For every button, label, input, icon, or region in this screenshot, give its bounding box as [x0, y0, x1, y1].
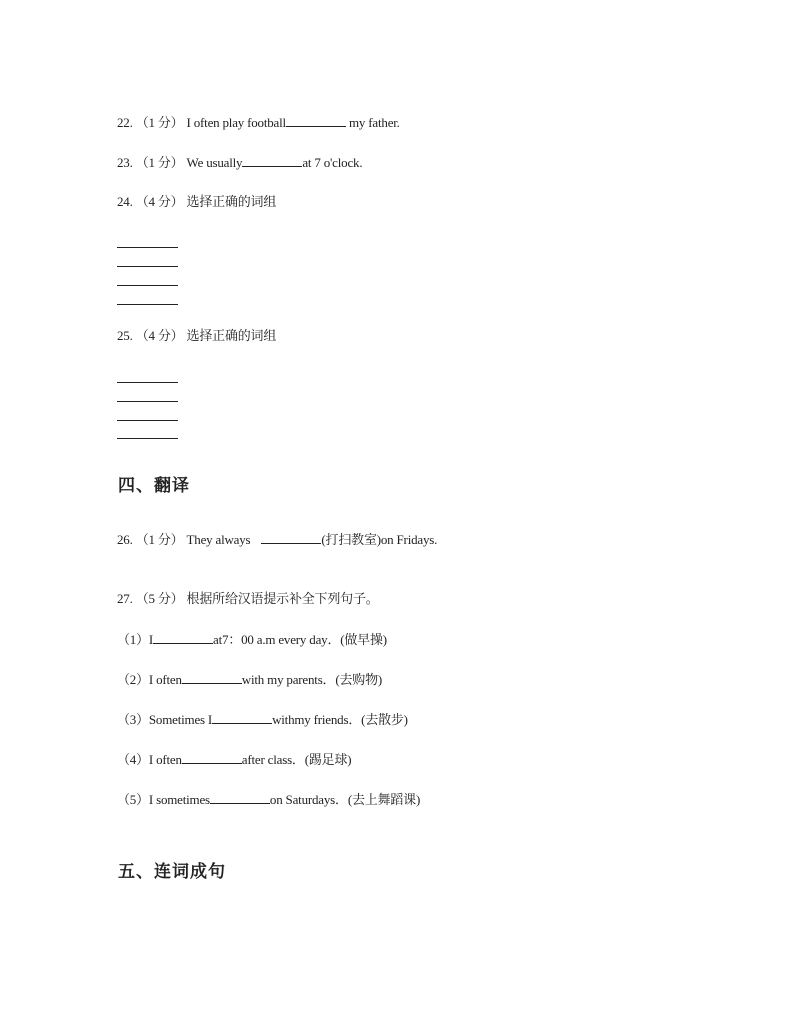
sub-question-label: （1）	[117, 632, 149, 647]
sub-question-4	[117, 751, 351, 768]
question-26	[117, 531, 437, 548]
question-number: 27.	[117, 591, 133, 606]
answer-line[interactable]	[117, 304, 178, 305]
sub-question-text-after: after class．(踢足球)	[241, 752, 352, 767]
question-24	[117, 194, 276, 210]
answer-blank[interactable]	[182, 671, 242, 684]
answer-blank[interactable]	[261, 531, 321, 544]
question-text: 根据所给汉语提示补全下列句子。	[186, 591, 379, 606]
answer-line[interactable]	[117, 401, 178, 402]
answer-blank[interactable]	[182, 751, 242, 764]
question-score: （1 分）	[135, 532, 184, 547]
question-score: （4 分）	[135, 328, 184, 343]
sub-question-1	[117, 631, 387, 648]
sub-question-text-before: I sometimes	[148, 792, 210, 807]
question-number: 26.	[117, 532, 133, 547]
answer-blank[interactable]	[212, 711, 272, 724]
question-text-after: my father.	[345, 115, 400, 130]
sub-question-2	[117, 671, 382, 688]
question-text-after: at 7 o'clock.	[302, 155, 363, 170]
question-text-before: We usually	[186, 155, 243, 170]
sub-question-text-after: with my parents．(去购物)	[241, 672, 383, 687]
sub-question-text-before: I often	[148, 752, 182, 767]
answer-blank[interactable]	[153, 631, 213, 644]
sub-question-text-before: I often	[148, 672, 182, 687]
question-score: （1 分）	[135, 155, 184, 170]
question-23	[117, 154, 362, 171]
question-27	[117, 591, 379, 607]
answer-line[interactable]	[117, 382, 178, 383]
answer-blank[interactable]	[210, 791, 270, 804]
answer-line[interactable]	[117, 247, 178, 248]
question-text: 选择正确的词组	[186, 194, 277, 209]
question-score: （5 分）	[135, 591, 184, 606]
answer-line[interactable]	[117, 438, 178, 439]
sub-question-text-after: on Saturdays．(去上舞蹈课)	[269, 792, 421, 807]
question-text: 选择正确的词组	[186, 328, 277, 343]
question-text-before: I often play football	[186, 115, 286, 130]
sub-question-5	[117, 791, 420, 808]
sub-question-label: （5）	[117, 792, 149, 807]
answer-line[interactable]	[117, 266, 178, 267]
answer-blank[interactable]	[286, 114, 346, 127]
answer-blank[interactable]	[242, 154, 302, 167]
sub-question-3	[117, 711, 408, 728]
question-text-before: They always	[186, 532, 251, 547]
sub-question-label: （4）	[117, 752, 149, 767]
sub-question-text-before: Sometimes I	[148, 712, 213, 727]
sub-question-text-before: I	[148, 632, 154, 647]
sub-question-text-after: withmy friends．(去散步)	[272, 712, 408, 727]
section-title-translation: 四、翻译	[118, 476, 190, 496]
sub-question-text-after: at7：00 a.m every day．(做早操)	[213, 632, 387, 647]
question-score: （1 分）	[135, 115, 184, 130]
answer-line[interactable]	[117, 420, 178, 421]
question-number: 23.	[117, 155, 133, 170]
question-text-after: (打扫教室)on Fridays.	[321, 532, 438, 547]
section-title-sentence-building: 五、连词成句	[118, 862, 226, 882]
question-22	[117, 114, 400, 131]
answer-line[interactable]	[117, 285, 178, 286]
question-25	[117, 328, 276, 344]
sub-question-label: （3）	[117, 712, 149, 727]
sub-question-label: （2）	[117, 672, 149, 687]
question-score: （4 分）	[135, 194, 184, 209]
question-number: 24.	[117, 194, 133, 209]
question-number: 25.	[117, 328, 133, 343]
question-number: 22.	[117, 115, 133, 130]
